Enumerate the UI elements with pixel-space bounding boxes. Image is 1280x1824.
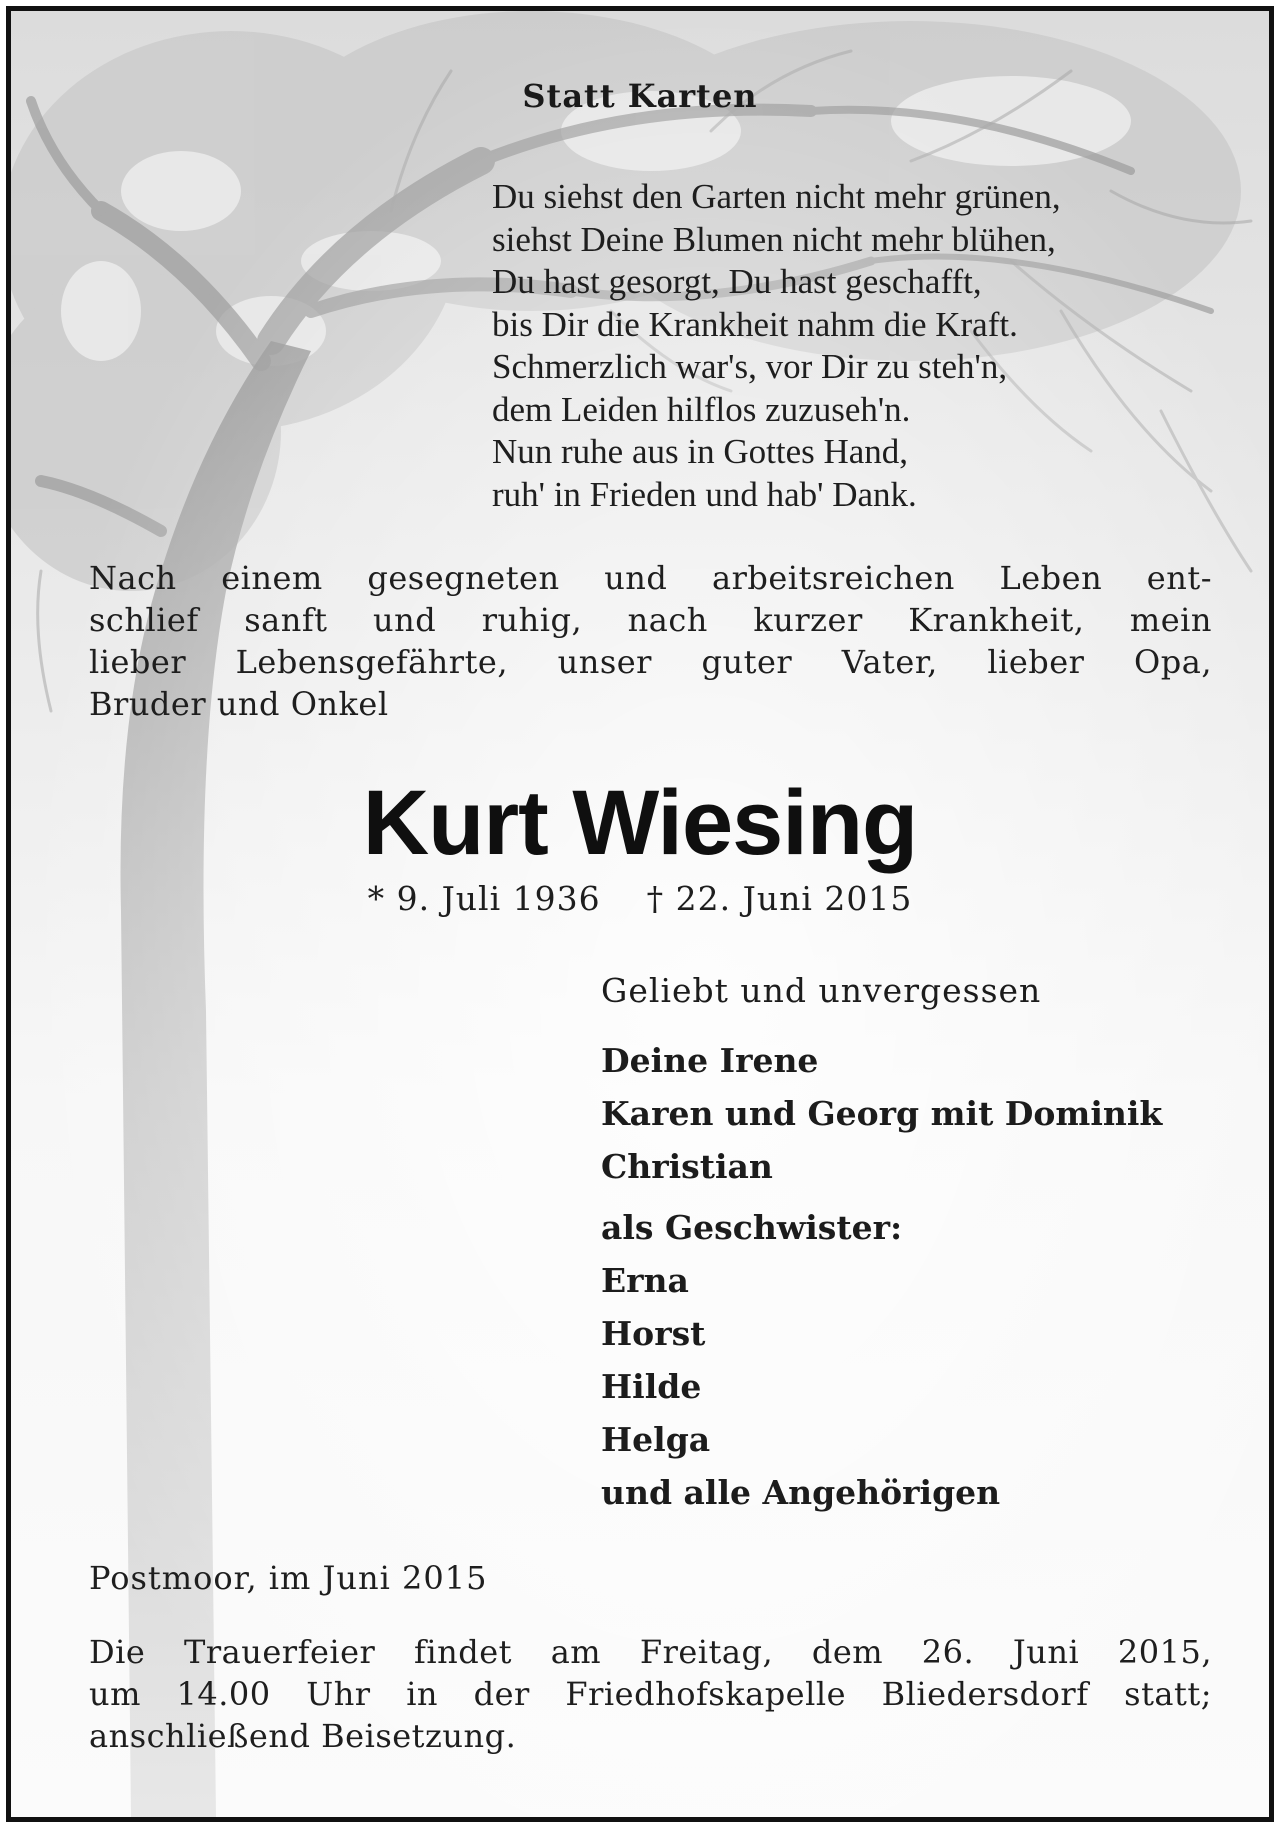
funeral-info xyxy=(89,1631,1212,1757)
mourner: Horst xyxy=(601,1314,706,1353)
mourner: Christian xyxy=(601,1147,773,1186)
obituary-notice xyxy=(6,6,1274,1822)
funeral-info-line: Die Trauerfeier findet am Freitag, dem 26. Juni 2015, xyxy=(89,1633,1212,1671)
notice-heading: Statt Karten xyxy=(522,77,758,115)
mourner: Helga xyxy=(601,1420,711,1459)
mourner: Deine Irene xyxy=(601,1041,819,1080)
announcement-line: schlief sanft und ruhig, nach kurzer Krankheit, mein xyxy=(89,601,1212,639)
mourner: Erna xyxy=(601,1261,689,1300)
funeral-info-line: um 14.00 Uhr in der Friedhofskapelle Bliedersdorf statt; xyxy=(89,1675,1212,1713)
poem-line: Nun ruhe aus in Gottes Hand, xyxy=(492,432,909,471)
mourners-block xyxy=(601,971,1162,1519)
poem-line: dem Leiden hilflos zuzuseh'n. xyxy=(492,389,911,429)
announcement-line: lieber Lebensgefährte, unser guter Vater, lieber Opa, xyxy=(89,643,1212,681)
birth-date: * 9. Juli 1936 xyxy=(367,879,601,918)
poem-line: bis Dir die Krankheit nahm die Kraft. xyxy=(492,304,1018,344)
deceased-name: Kurt Wiesing xyxy=(362,772,918,874)
mourner: Hilde xyxy=(601,1367,702,1406)
mourner: und alle Angehörigen xyxy=(601,1473,1001,1512)
mourner: Karen und Georg mit Dominik xyxy=(601,1094,1163,1133)
announcement-line: Nach einem gesegneten und arbeitsreichen Leben ent- xyxy=(89,559,1212,597)
announcement-line: Bruder und Onkel xyxy=(89,685,389,723)
death-date: † 22. Juni 2015 xyxy=(646,879,913,918)
siblings-label: als Geschwister: xyxy=(601,1208,903,1247)
poem-line: siehst Deine Blumen nicht mehr blühen, xyxy=(492,219,1056,259)
poem-line: Du hast gesorgt, Du hast geschafft, xyxy=(492,262,982,301)
notice-content xyxy=(11,11,1269,1817)
poem-line: Schmerzlich war's, vor Dir zu steh'n, xyxy=(492,347,1008,386)
funeral-info-line: anschließend Beisetzung. xyxy=(89,1717,517,1755)
place-date: Postmoor, im Juni 2015 xyxy=(89,1559,488,1597)
life-dates xyxy=(11,879,1269,918)
poem-line: ruh' in Frieden und hab' Dank. xyxy=(492,474,917,514)
poem xyxy=(492,176,1061,516)
mourners-intro: Geliebt und unvergessen xyxy=(601,971,1042,1010)
death-announcement xyxy=(89,557,1212,725)
poem-line: Du siehst den Garten nicht mehr grünen, xyxy=(492,177,1061,216)
